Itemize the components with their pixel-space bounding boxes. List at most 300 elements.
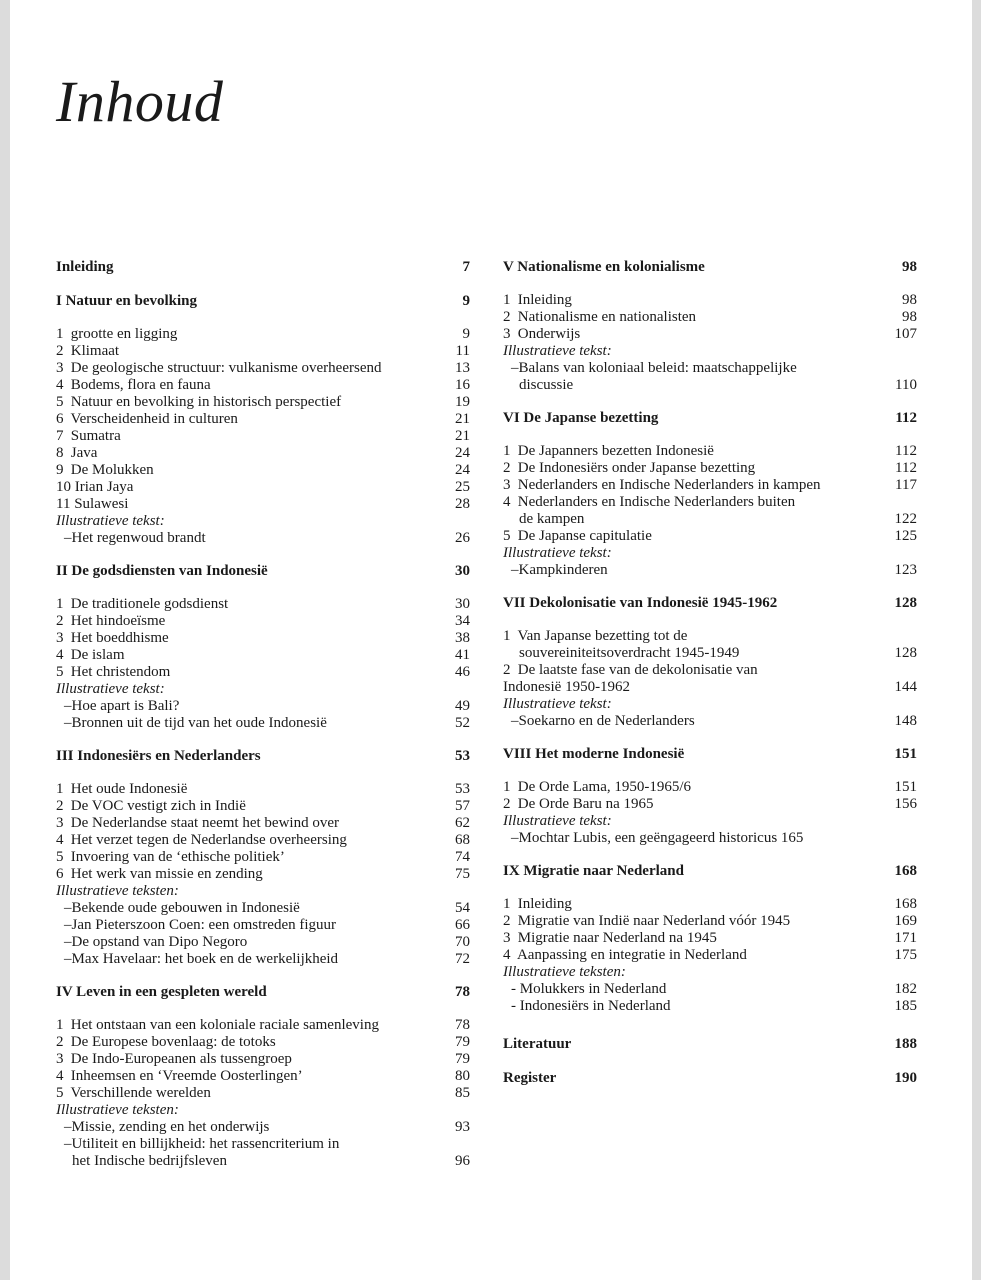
toc-entry (503, 477, 917, 494)
illustrative-label: Illustratieve teksten: (56, 883, 179, 899)
toc-entry (56, 866, 470, 883)
section-heading (56, 747, 470, 766)
back-matter-title: Register (503, 1070, 557, 1086)
entry-page: 79 (455, 1051, 470, 1067)
illustrative-page: 54 (455, 900, 470, 916)
illustrative-entry (503, 713, 917, 730)
entry-text (503, 309, 877, 326)
section-title: VIII Het moderne Indonesië (503, 746, 685, 762)
entry-title: de kampen (519, 511, 585, 527)
page-title: Inhoud (56, 69, 224, 134)
back-matter-page: 190 (894, 1070, 917, 1086)
entry-title: Verscheidenheid in culturen (70, 411, 238, 427)
toc-entry (56, 428, 470, 445)
illustrative-title: –Max Havelaar: het boek en de werkelijkheid (64, 951, 339, 967)
entry-page: 122 (894, 511, 917, 527)
entry-text (56, 613, 430, 630)
entry-text (56, 445, 430, 462)
entry-text (56, 1034, 430, 1051)
entry-title: Bodems, flora en fauna (70, 377, 211, 393)
toc-section (503, 258, 917, 394)
entry-title: Sulawesi (74, 496, 129, 512)
illustrative-title: –Bekende oude gebouwen in Indonesië (64, 900, 300, 916)
toc-entry (503, 779, 917, 796)
entry-text (56, 377, 430, 394)
toc-entry (56, 1017, 470, 1034)
entry-number: 5 (56, 1085, 64, 1101)
entry-text (503, 645, 877, 662)
toc-entry (503, 645, 917, 662)
toc-entry (56, 496, 470, 513)
section-page: 151 (894, 746, 917, 762)
illustrative-page: 70 (455, 934, 470, 950)
entry-number: 5 (56, 394, 64, 410)
entry-title: Invoering van de ‘ethische politiek’ (70, 849, 285, 865)
entry-title: Het oude Indonesië (70, 781, 188, 797)
toc-entry (56, 815, 470, 832)
entry-text (56, 326, 430, 343)
entry-number: 6 (56, 411, 64, 427)
entry-title: Nationalisme en nationalisten (517, 309, 697, 325)
illustrative-title: discussie (519, 377, 574, 393)
entry-page: 41 (455, 647, 470, 663)
toc-entry (56, 411, 470, 428)
entry-page: 175 (894, 947, 917, 963)
toc-entry (56, 613, 470, 630)
entry-page: 9 (462, 326, 470, 342)
entry-text (56, 630, 430, 647)
entry-text (503, 779, 877, 796)
entry-title: De traditionele godsdienst (70, 596, 229, 612)
toc-section (56, 562, 470, 732)
toc-entry (503, 628, 917, 645)
entry-text (503, 679, 877, 696)
illustrative-entry (503, 830, 917, 847)
toc-entry (56, 832, 470, 849)
toc-entry (56, 445, 470, 462)
entry-number: 2 (503, 796, 511, 812)
entry-text (503, 511, 877, 528)
entry-title: De Indo-Europeanen als tussengroep (70, 1051, 292, 1067)
entry-number: 1 (503, 443, 511, 459)
entry-text (56, 866, 430, 883)
entry-page: 80 (455, 1068, 470, 1084)
entry-page: 21 (455, 428, 470, 444)
illustrative-page: 26 (455, 530, 470, 546)
toc-left-column (56, 258, 470, 1170)
illustrative-label: Illustratieve tekst: (56, 513, 165, 529)
entry-page: 125 (894, 528, 917, 544)
toc-entry (503, 913, 917, 930)
entry-text (56, 394, 430, 411)
section-heading (503, 258, 917, 277)
illustrative-entry (503, 998, 917, 1015)
toc-entry (56, 647, 470, 664)
entry-number: 4 (503, 494, 511, 510)
toc-entry (56, 1051, 470, 1068)
entry-number: 3 (56, 630, 64, 646)
section-heading (503, 862, 917, 881)
entry-title: Migratie naar Nederland na 1945 (517, 930, 717, 946)
toc-entry (56, 343, 470, 360)
entry-text (503, 326, 877, 343)
section-heading (503, 594, 917, 613)
illustrative-page: 110 (895, 377, 917, 393)
entry-text (56, 798, 430, 815)
entry-number: 3 (503, 326, 511, 342)
entry-title: Indonesië 1950-1962 (503, 679, 631, 695)
entry-text (56, 343, 430, 360)
entry-page: 78 (455, 1017, 470, 1033)
entry-number: 4 (56, 832, 64, 848)
entry-number: 9 (56, 462, 64, 478)
illustrative-label: Illustratieve teksten: (56, 1102, 179, 1118)
illustrative-title: –Hoe apart is Bali? (64, 698, 180, 714)
entry-title: Irian Jaya (74, 479, 134, 495)
entry-page: 117 (895, 477, 917, 493)
entry-text (56, 1085, 430, 1102)
section-heading (56, 562, 470, 581)
section-heading (503, 745, 917, 764)
entry-page: 85 (455, 1085, 470, 1101)
illustrative-title: - Molukkers in Nederland (511, 981, 667, 997)
entry-page: 74 (455, 849, 470, 865)
entry-page: 46 (455, 664, 470, 680)
entry-title: De laatste fase van de dekolonisatie van (517, 662, 758, 678)
toc-entry (56, 1085, 470, 1102)
entry-page: 13 (455, 360, 470, 376)
entry-title: De Indonesiërs onder Japanse bezetting (517, 460, 756, 476)
entry-text (503, 930, 877, 947)
toc-entry (56, 394, 470, 411)
illustrative-entry (56, 917, 470, 934)
toc-entry (56, 798, 470, 815)
entry-text (503, 947, 877, 964)
illustrative-page: 72 (455, 951, 470, 967)
entry-number: 2 (503, 913, 511, 929)
entry-text (56, 849, 430, 866)
entry-number: 1 (56, 326, 64, 342)
toc-entry (503, 679, 917, 696)
entry-number: 11 (56, 496, 71, 512)
entry-text (503, 896, 877, 913)
entry-text (503, 460, 877, 477)
entry-title: Het werk van missie en zending (70, 866, 263, 882)
entry-text (503, 628, 877, 645)
back-matter-heading (503, 1069, 917, 1088)
entry-text (56, 1051, 430, 1068)
toc-section (56, 983, 470, 1170)
illustrative-entry (56, 1119, 470, 1136)
toc-entry (503, 662, 917, 679)
entry-page: 68 (455, 832, 470, 848)
section-title: VII Dekolonisatie van Indonesië 1945-1962 (503, 595, 778, 611)
entry-page: 128 (894, 645, 917, 661)
section-title: II De godsdiensten van Indonesië (56, 563, 268, 579)
illustrative-page: 49 (455, 698, 470, 714)
entry-text (56, 832, 430, 849)
entry-title: Nederlanders en Indische Nederlanders buiten (517, 494, 796, 510)
illustrative-page: 182 (894, 981, 917, 997)
illustrative-page: 96 (455, 1153, 470, 1169)
entry-number: 3 (503, 930, 511, 946)
entry-number: 3 (56, 360, 64, 376)
toc-entry (56, 326, 470, 343)
toc-entry (56, 849, 470, 866)
entry-title: Inleiding (517, 896, 572, 912)
toc-section (503, 594, 917, 730)
toc-entry (56, 664, 470, 681)
illustrative-title: –Jan Pieterszoon Coen: een omstreden figuur (64, 917, 337, 933)
toc-entry (503, 896, 917, 913)
section-page: 168 (894, 863, 917, 879)
entry-number: 3 (56, 1051, 64, 1067)
section-heading (56, 292, 470, 311)
toc-entry (503, 796, 917, 813)
entry-page: 171 (894, 930, 917, 946)
section-page: 98 (902, 259, 917, 275)
illustrative-entry (503, 360, 917, 377)
entry-number: 10 (56, 479, 71, 495)
toc-entry (503, 460, 917, 477)
illustrative-entry (503, 981, 917, 998)
entry-title: De Japanse capitulatie (517, 528, 652, 544)
toc-section (503, 745, 917, 847)
entry-text (503, 292, 877, 309)
illustrative-title: –Soekarno en de Nederlanders (511, 713, 695, 729)
illustrative-title: –Balans van koloniaal beleid: maatschappelijke (511, 360, 797, 376)
toc-section (56, 292, 470, 547)
entry-page: 28 (455, 496, 470, 512)
toc-back-matter (503, 1035, 917, 1088)
section-heading (56, 983, 470, 1002)
entry-page: 34 (455, 613, 470, 629)
entry-title: De Orde Lama, 1950-1965/6 (517, 779, 692, 795)
section-heading (56, 258, 470, 277)
entry-number: 1 (503, 628, 511, 644)
entry-title: Het verzet tegen de Nederlandse overheersing (70, 832, 347, 848)
entry-number: 2 (56, 798, 64, 814)
entry-page: 112 (895, 460, 917, 476)
entry-number: 2 (503, 662, 511, 678)
entry-title: Inleiding (517, 292, 572, 308)
section-title: VI De Japanse bezetting (503, 410, 659, 426)
illustrative-title: –Kampkinderen (511, 562, 608, 578)
entry-title: De Japanners bezetten Indonesië (517, 443, 714, 459)
entry-text (56, 647, 430, 664)
page (10, 0, 972, 1280)
section-page: 78 (455, 984, 470, 1000)
illustrative-entry (56, 1136, 470, 1153)
entry-text (503, 494, 877, 511)
entry-title: Java (70, 445, 98, 461)
entry-text (503, 528, 877, 545)
entry-page: 112 (895, 443, 917, 459)
toc-entry (56, 596, 470, 613)
section-heading (503, 409, 917, 428)
entry-title: De Molukken (70, 462, 154, 478)
entry-text (56, 1068, 430, 1085)
entry-number: 2 (503, 309, 511, 325)
toc-entry (503, 326, 917, 343)
entry-title: Sumatra (70, 428, 121, 444)
toc-entry (503, 947, 917, 964)
section-title: V Nationalisme en kolonialisme (503, 259, 705, 275)
toc-entry (56, 462, 470, 479)
illustrative-title: het Indische bedrijfsleven (72, 1153, 227, 1169)
entry-number: 3 (503, 477, 511, 493)
illustrative-title: –De opstand van Dipo Negoro (64, 934, 248, 950)
illustrative-entry (56, 934, 470, 951)
entry-text (56, 360, 430, 377)
entry-text (56, 781, 430, 798)
section-page: 7 (462, 259, 470, 275)
entry-text (56, 479, 430, 496)
illustrative-page: 123 (894, 562, 917, 578)
entry-number: 8 (56, 445, 64, 461)
entry-number: 6 (56, 866, 64, 882)
entry-title: Verschillende werelden (70, 1085, 211, 1101)
toc-entry (503, 309, 917, 326)
entry-page: 25 (455, 479, 470, 495)
illustrative-title: –Utiliteit en billijkheid: het rassencriterium in (64, 1136, 340, 1152)
entry-number: 1 (503, 779, 511, 795)
entry-page: 57 (455, 798, 470, 814)
entry-text (56, 1017, 430, 1034)
entry-page: 38 (455, 630, 470, 646)
entry-page: 16 (455, 377, 470, 393)
illustrative-entry (56, 951, 470, 968)
entry-page: 62 (455, 815, 470, 831)
entry-number: 1 (56, 781, 64, 797)
illustrative-title: - Indonesiërs in Nederland (511, 998, 671, 1014)
entry-text (56, 411, 430, 428)
entry-page: 30 (455, 596, 470, 612)
entry-text (503, 443, 877, 460)
illustrative-label: Illustratieve tekst: (503, 696, 612, 712)
entry-title: De Orde Baru na 1965 (517, 796, 654, 812)
illustrative-page: 66 (455, 917, 470, 933)
section-title: IV Leven in een gespleten wereld (56, 984, 267, 1000)
illustrative-page: 148 (894, 713, 917, 729)
toc-entry (503, 443, 917, 460)
entry-title: souvereiniteitsoverdracht 1945-1949 (519, 645, 740, 661)
illustrative-title: –Missie, zending en het onderwijs (64, 1119, 270, 1135)
entry-page: 168 (894, 896, 917, 912)
toc-entry (503, 494, 917, 511)
illustrative-entry (56, 530, 470, 547)
entry-text (56, 462, 430, 479)
toc-entry (56, 1034, 470, 1051)
entry-page: 98 (902, 309, 917, 325)
illustrative-label: Illustratieve tekst: (503, 545, 612, 561)
entry-text (56, 664, 430, 681)
entry-title: Het boeddhisme (70, 630, 169, 646)
back-matter-heading (503, 1035, 917, 1054)
entry-title: De geologische structuur: vulkanisme overheersend (70, 360, 382, 376)
illustrative-page: 93 (455, 1119, 470, 1135)
entry-number: 2 (56, 1034, 64, 1050)
illustrative-entry (503, 377, 917, 394)
entry-title: Aanpassing en integratie in Nederland (516, 947, 747, 963)
entry-page: 156 (894, 796, 917, 812)
toc-entry (503, 292, 917, 309)
entry-page: 169 (894, 913, 917, 929)
entry-title: Klimaat (70, 343, 120, 359)
section-title: IX Migratie naar Nederland (503, 863, 684, 879)
entry-page: 151 (894, 779, 917, 795)
illustrative-entry (56, 715, 470, 732)
entry-text (503, 662, 877, 679)
entry-number: 2 (503, 460, 511, 476)
toc-entry (56, 630, 470, 647)
entry-title: Natuur en bevolking in historisch perspectief (70, 394, 342, 410)
entry-title: De VOC vestigt zich in Indië (70, 798, 246, 814)
entry-title: Het hindoeïsme (70, 613, 166, 629)
toc-entry (503, 528, 917, 545)
entry-page: 79 (455, 1034, 470, 1050)
section-title: Inleiding (56, 259, 114, 275)
illustrative-entry (56, 900, 470, 917)
entry-page: 75 (455, 866, 470, 882)
back-matter-title: Literatuur (503, 1036, 572, 1052)
entry-title: Het christendom (70, 664, 171, 680)
entry-number: 3 (56, 815, 64, 831)
back-matter-page: 188 (894, 1036, 917, 1052)
toc-section (56, 747, 470, 968)
entry-number: 1 (56, 1017, 64, 1033)
illustrative-label: Illustratieve tekst: (56, 681, 165, 697)
entry-page: 98 (902, 292, 917, 308)
entry-page: 24 (455, 462, 470, 478)
illustrative-page: 52 (455, 715, 470, 731)
toc-section (56, 258, 470, 277)
illustrative-entry (56, 1153, 470, 1170)
section-page: 128 (894, 595, 917, 611)
entry-number: 4 (503, 947, 511, 963)
section-page: 30 (455, 563, 470, 579)
entry-title: De Europese bovenlaag: de totoks (70, 1034, 276, 1050)
illustrative-title: –Het regenwoud brandt (64, 530, 206, 546)
entry-text (56, 596, 430, 613)
entry-number: 5 (503, 528, 511, 544)
section-page: 9 (462, 293, 470, 309)
toc-entry (56, 781, 470, 798)
illustrative-entry (56, 698, 470, 715)
section-title: I Natuur en bevolking (56, 293, 198, 309)
entry-number: 4 (56, 377, 64, 393)
entry-title: Inheemsen en ‘Vreemde Oosterlingen’ (70, 1068, 303, 1084)
entry-text (503, 477, 877, 494)
entry-number: 7 (56, 428, 64, 444)
entry-number: 2 (56, 343, 64, 359)
entry-text (56, 496, 430, 513)
entry-title: Nederlanders en Indische Nederlanders in kampen (517, 477, 821, 493)
toc-entry (56, 377, 470, 394)
entry-page: 24 (455, 445, 470, 461)
entry-text (56, 428, 430, 445)
entry-page: 53 (455, 781, 470, 797)
entry-title: Onderwijs (517, 326, 581, 342)
entry-title: grootte en ligging (70, 326, 178, 342)
entry-page: 11 (455, 343, 470, 359)
section-title: III Indonesiërs en Nederlanders (56, 748, 261, 764)
entry-text (503, 913, 877, 930)
entry-text (503, 796, 877, 813)
entry-page: 19 (455, 394, 470, 410)
entry-page: 21 (455, 411, 470, 427)
illustrative-page: 185 (894, 998, 917, 1014)
